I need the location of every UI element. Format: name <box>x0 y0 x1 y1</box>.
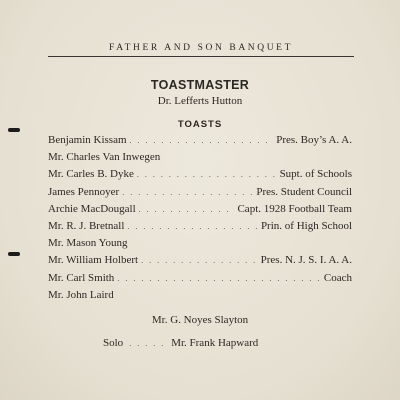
leader-dots <box>122 188 253 197</box>
toast-row <box>48 168 352 185</box>
toast-name: Mr. Carl Smith <box>48 271 115 284</box>
toast-row <box>48 289 352 306</box>
toast-row <box>48 220 352 237</box>
toastmaster-name: Dr. Lefferts Hutton <box>157 95 243 107</box>
toast-name: Archie MacDougall <box>48 202 136 215</box>
solo-line <box>103 337 258 349</box>
toast-role: Pres. Student Council <box>256 185 352 198</box>
toast-role: Supt. of Schools <box>279 168 352 181</box>
toast-row <box>48 134 352 151</box>
solo-label: Solo <box>103 337 124 349</box>
leader-dots <box>127 222 258 231</box>
toastmaster-heading: TOASTMASTER <box>150 78 250 92</box>
toast-row <box>48 237 352 254</box>
leader-dots <box>117 274 321 283</box>
closing-speaker: Mr. G. Noyes Slayton <box>151 314 249 326</box>
toast-role: Pres. N. J. S. I. A. A. <box>260 254 352 267</box>
toast-row <box>48 272 352 289</box>
toast-name: Mr. R. J. Bretnall <box>48 219 125 232</box>
leader-dots <box>129 339 165 348</box>
toast-name: Mr. Carles B. Dyke <box>48 168 134 181</box>
page-header: FATHER AND SON BANQUET <box>109 43 293 53</box>
toast-role: Prin. of High School <box>260 219 352 232</box>
leader-dots <box>139 205 235 214</box>
toast-name: Mr. Mason Young <box>48 237 128 250</box>
toast-row <box>48 203 352 220</box>
toast-name: James Pennoyer <box>48 185 120 198</box>
toast-name: Mr. John Laird <box>48 288 114 301</box>
leader-dots <box>130 136 274 145</box>
toasts-list <box>48 134 352 306</box>
toast-row <box>48 254 352 271</box>
toast-role: Pres. Boy’s A. A. <box>276 134 352 146</box>
toast-name: Mr. William Holbert <box>48 254 139 267</box>
toasts-heading: TOASTS <box>177 119 223 130</box>
toast-role: Capt. 1928 Football Team <box>237 202 352 215</box>
binding-hole <box>8 252 20 256</box>
leader-dots <box>137 170 277 179</box>
toast-row <box>48 186 352 203</box>
toast-role: Coach <box>323 271 352 284</box>
header-rule <box>48 56 354 57</box>
toast-row <box>48 151 352 168</box>
toast-name: Benjamin Kissam <box>48 134 127 146</box>
solo-performer: Mr. Frank Hapward <box>171 337 259 349</box>
leader-dots <box>141 256 258 265</box>
toast-name: Mr. Charles Van Inwegen <box>48 151 161 164</box>
